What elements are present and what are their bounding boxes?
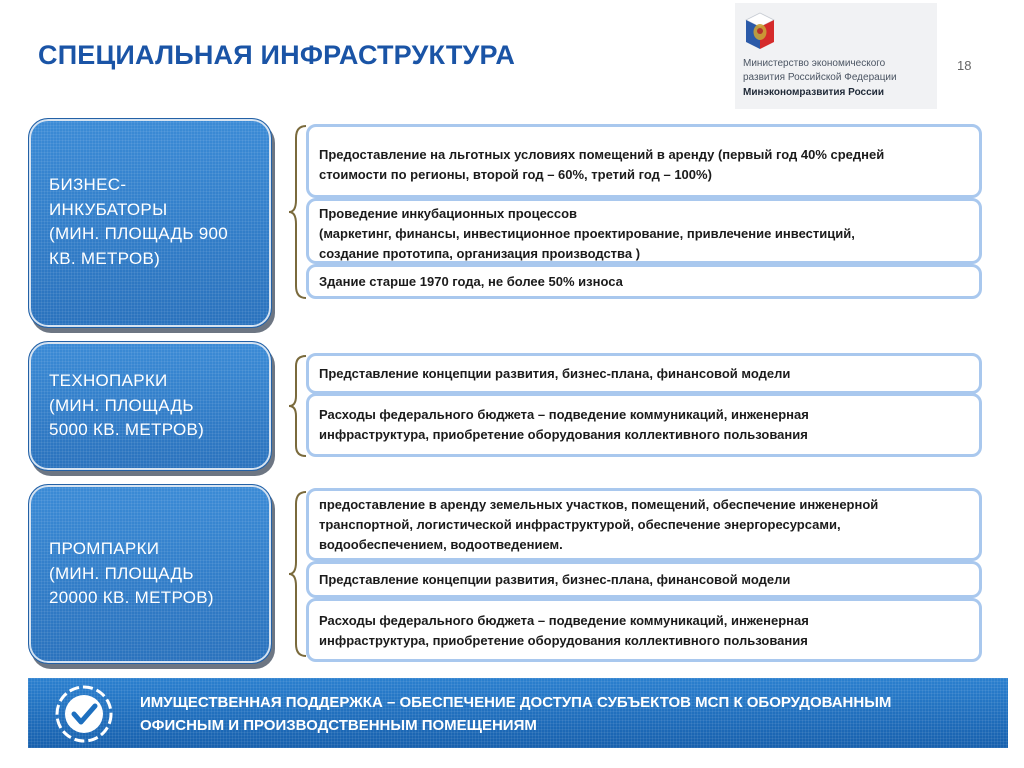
footer-text: ИМУЩЕСТВЕННАЯ ПОДДЕРЖКА – ОБЕСПЕЧЕНИЕ ДОСТУПА СУБЪЕКТОВ МСП К ОБОРУДОВАННЫМ ОФИСНЫМ И ПРОИЗВОДСТВЕННЫМ ПОМЕЩЕНИЯМ	[140, 694, 892, 734]
ministry-logo-block	[735, 3, 937, 109]
incubator-item-processes: Проведение инкубационных процессов (маркетинг, финансы, инвестиционное проектирование, привлечение инвестиций, создание прототипа, организация производства )	[306, 198, 982, 264]
industrial-item-budget: Расходы федерального бюджета – подведение коммуникаций, инженерная инфраструктура, приобретение оборудования коллективного пользования	[306, 598, 982, 662]
curly-brace-icon	[288, 490, 308, 658]
ministry-name-line2: развития Российской Федерации	[743, 72, 897, 83]
category-label: ПРОМПАРКИ (МИН. ПЛОЩАДЬ 20000 КВ. МЕТРОВ)	[49, 539, 214, 607]
category-industrial-parks	[28, 484, 272, 664]
incubator-item-building: Здание старше 1970 года, не более 50% износа	[306, 264, 982, 299]
curly-brace-icon	[288, 124, 308, 300]
ministry-name-line1: Министерство экономического	[743, 58, 886, 69]
category-technoparks	[28, 341, 272, 471]
category-label: ТЕХНОПАРКИ (МИН. ПЛОЩАДЬ 5000 КВ. МЕТРОВ)	[49, 371, 205, 439]
industrial-item-concept: Представление концепции развития, бизнес-плана, финансовой модели	[306, 561, 982, 598]
ministry-short-name: Минэкономразвития России	[743, 87, 884, 98]
checkmark-icon	[54, 684, 114, 744]
ministry-emblem-icon	[743, 11, 777, 51]
technopark-item-concept: Представление концепции развития, бизнес-плана, финансовой модели	[306, 353, 982, 394]
incubator-item-rent: Предоставление на льготных условиях помещений в аренду (первый год 40% средней стоимости по регионы, второй год – 60%, третий год – 100%)	[306, 124, 982, 198]
category-business-incubators	[28, 118, 272, 328]
page-title: СПЕЦИАЛЬНАЯ ИНФРАСТРУКТУРА	[38, 40, 516, 70]
industrial-item-land-lease: предоставление в аренду земельных участков, помещений, обеспечение инженерной транспортной, логистической инфраструктурой, обеспечение энергоресурсами, водообеспечением, водоотведением.	[306, 488, 982, 561]
category-label: БИЗНЕС- ИНКУБАТОРЫ (МИН. ПЛОЩАДЬ 900 КВ. МЕТРОВ)	[49, 175, 229, 268]
curly-brace-icon	[288, 354, 308, 458]
page-number: 18	[957, 58, 972, 73]
technopark-item-budget: Расходы федерального бюджета – подведение коммуникаций, инженерная инфраструктура, приобретение оборудования коллективного пользования	[306, 393, 982, 457]
footer-banner	[28, 678, 1008, 748]
